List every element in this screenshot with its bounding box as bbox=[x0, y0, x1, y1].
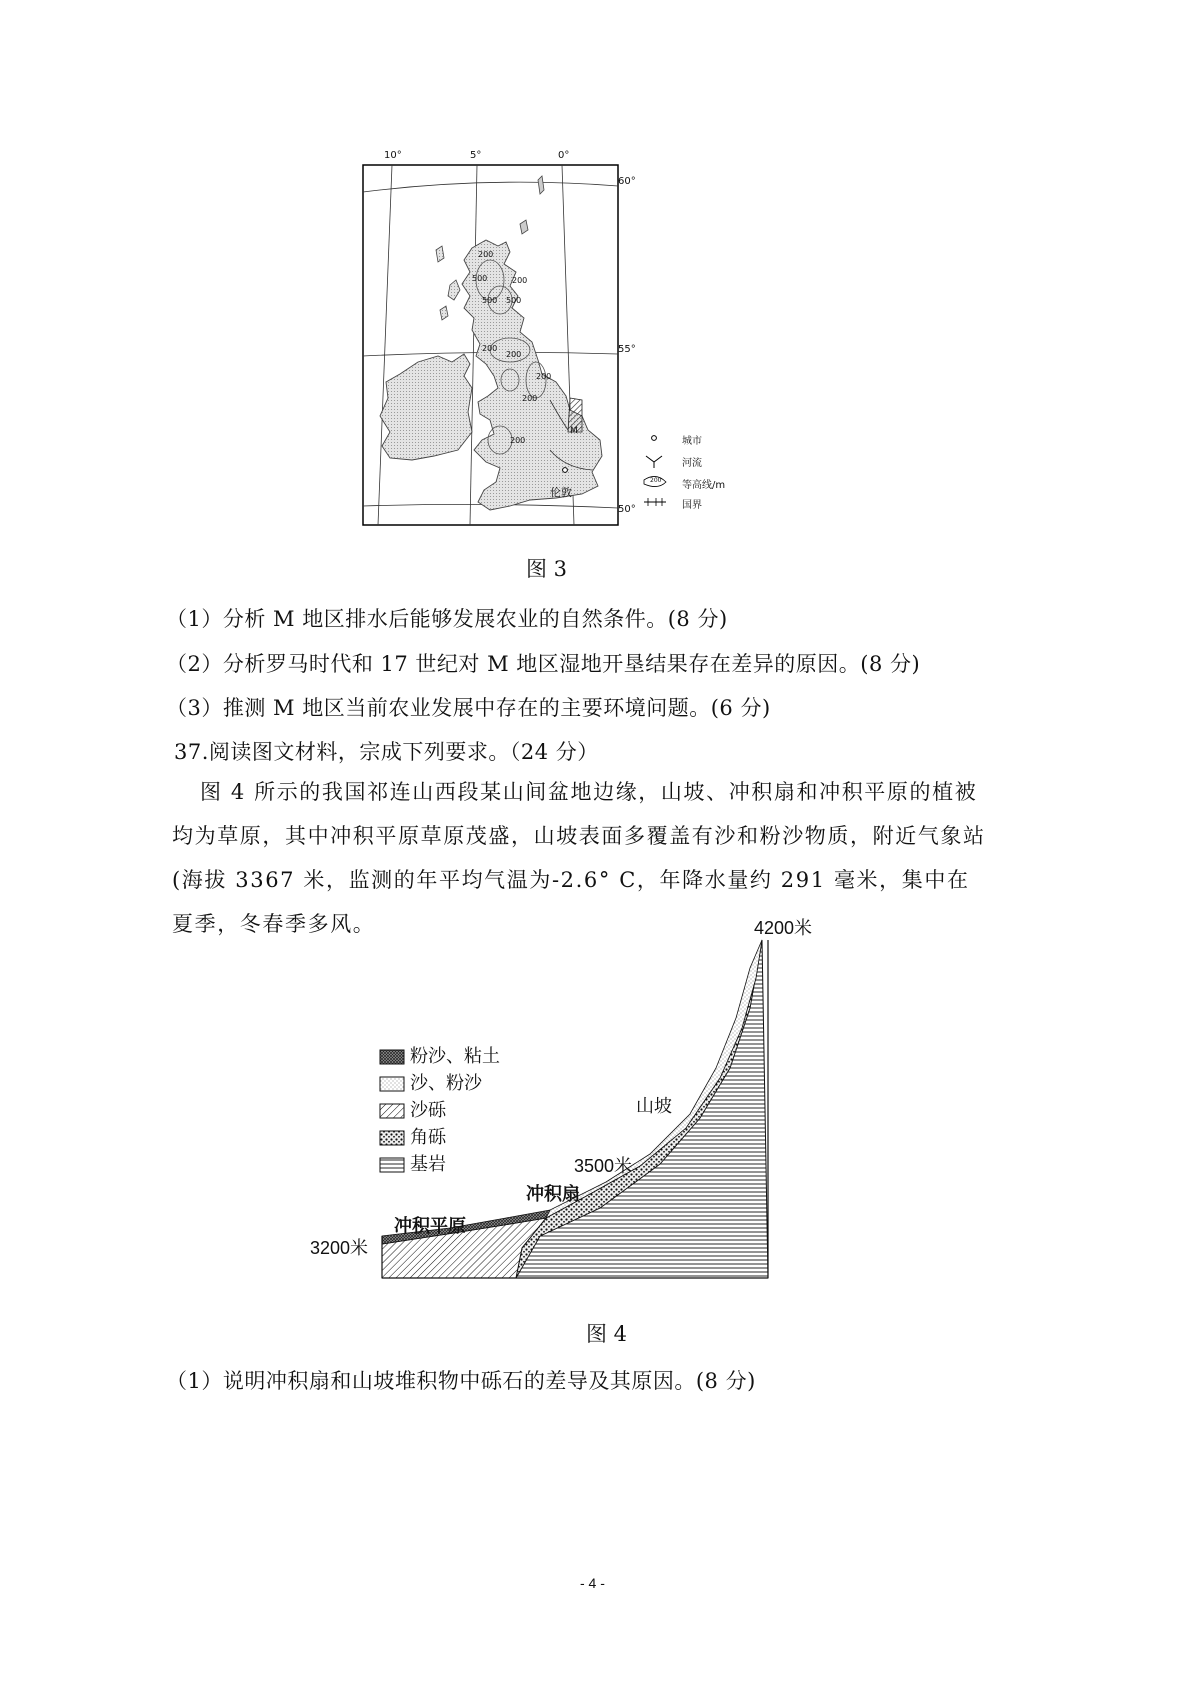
legend-swatch-silt-clay bbox=[380, 1050, 404, 1064]
legend-label-bedrock: 基岩 bbox=[410, 1154, 446, 1175]
question-37-1: （1）说明冲积扇和山坡堆积物中砾石的差导及其原因。(8 分) bbox=[166, 1369, 756, 1393]
lon-label: 10° bbox=[384, 150, 402, 161]
contour-label: 200 bbox=[506, 350, 522, 359]
legend-city-icon bbox=[652, 436, 657, 441]
contour-label: 500 bbox=[482, 296, 498, 305]
region-m-label: M bbox=[570, 426, 578, 436]
legend-label-silt-clay: 粉沙、粘土 bbox=[410, 1046, 500, 1067]
contour-label: 500 bbox=[506, 296, 522, 305]
contour-label: 200 bbox=[478, 250, 494, 259]
lon-label: 0° bbox=[558, 150, 570, 161]
question-36-1: （1）分析 M 地区排水后能够发展农业的自然条件。(8 分) bbox=[166, 607, 728, 631]
legend-label-sand: 沙、粉沙 bbox=[410, 1073, 482, 1094]
figure-4-caption: 图 4 bbox=[586, 1322, 628, 1346]
lat-label: 50° bbox=[618, 504, 636, 515]
legend-swatch-gravel bbox=[380, 1104, 404, 1118]
contour-label: 200 bbox=[522, 394, 538, 403]
page-number: - 4 - bbox=[580, 1575, 605, 1591]
elevation-mid: 3500米 bbox=[574, 1156, 633, 1176]
city-label-london: 伦敦 bbox=[550, 486, 572, 499]
lat-label: 55° bbox=[618, 344, 636, 355]
lon-label: 5° bbox=[470, 150, 482, 161]
figure-3-map bbox=[360, 150, 780, 540]
terrain-label-plain: 冲积平原 bbox=[394, 1216, 466, 1237]
elevation-top: 4200米 bbox=[754, 918, 813, 938]
legend-river-label: 河流 bbox=[682, 458, 702, 469]
contour-label: 200 bbox=[482, 344, 498, 353]
legend-label-gravel: 沙砾 bbox=[410, 1100, 446, 1121]
question-36-2: （2）分析罗马时代和 17 世纪对 M 地区湿地开垦结果存在差异的原因。(8 分) bbox=[166, 652, 921, 676]
terrain-label-slope: 山坡 bbox=[636, 1096, 672, 1117]
legend-contour-sample: 200 bbox=[650, 477, 662, 484]
question-37-heading: 37.阅读图文材料，宗成下列要求。（24 分） bbox=[174, 740, 599, 764]
elevation-low: 3200米 bbox=[310, 1238, 369, 1258]
cross-section-svg bbox=[310, 918, 850, 1298]
lat-label: 60° bbox=[618, 176, 636, 187]
legend-swatch-sand bbox=[380, 1077, 404, 1091]
contour-label: 200 bbox=[512, 276, 528, 285]
question-37-material: 图 4 所示的我国祁连山西段某山间盆地边缘，山坡、冲积扇和冲积平原的植被均为草原，其中冲积平原草原茂盛，山坡表面多覆盖有沙和粉沙物质，附近气象站(海拔 3367 米，监测的年平均气温为-2.6° C，年降水量约 291 毫米，集中在夏季，冬春季多风。 bbox=[172, 780, 986, 936]
legend-swatch-breccia bbox=[380, 1131, 404, 1145]
legend-swatch-bedrock bbox=[380, 1158, 404, 1172]
figure-4-cross-section bbox=[310, 918, 850, 1298]
legend-border-label: 国界 bbox=[682, 500, 702, 511]
legend-label-breccia: 角砾 bbox=[410, 1127, 446, 1148]
legend-city-label: 城市 bbox=[682, 436, 702, 447]
figure-3-caption: 图 3 bbox=[526, 557, 568, 581]
legend-contour-label: 等高线/m bbox=[682, 480, 726, 491]
contour-label: 200 bbox=[510, 436, 526, 445]
contour-label: 200 bbox=[536, 372, 552, 381]
contour-label: 500 bbox=[472, 274, 488, 283]
question-36-3: （3）推测 M 地区当前农业发展中存在的主要环境问题。(6 分) bbox=[166, 696, 771, 720]
terrain-label-fan: 冲积扇 bbox=[526, 1184, 580, 1205]
legend-river-icon bbox=[646, 456, 662, 468]
